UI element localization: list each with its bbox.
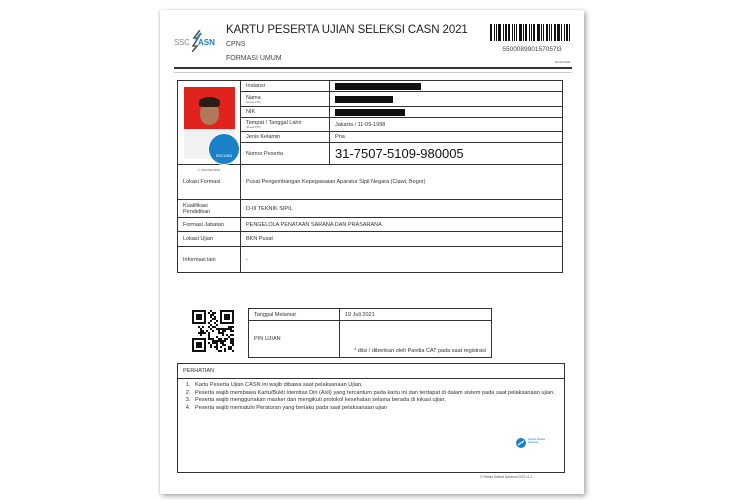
label-nik: NIK [241, 107, 330, 118]
value-ttl: Jakarta / 11-09-1998 [330, 118, 563, 132]
list-item: 4. Peserta wajib mematuhi Peraturan yang berlaku pada saat pelaksanaan ujian [192, 405, 564, 413]
list-item: 3. Peserta wajib menggunakan masker dan mengikuti protokol kesehatan selama berada di lokasi ujian. [192, 397, 564, 405]
value-instansi [330, 81, 563, 92]
label-ttl: Tempat / Tanggal Lahir (sesuai KTP) [241, 118, 330, 132]
value-kualifikasi: D-III TEKNIK SIPIL [241, 200, 563, 218]
card-formation: FORMASI UMUM [226, 55, 282, 62]
value-lokasi-ujian: BKN Pusat [241, 232, 563, 247]
card-title: KARTU PESERTA UJIAN SELEKSI CASN 2021 [226, 24, 468, 36]
value-nomor-peserta: 31-7507-5109-980005 [330, 143, 563, 165]
label-lokasi-ujian: Lokasi Ujian [178, 232, 241, 247]
value-tanggal-melamar: 19 Juli 2021 [340, 309, 492, 321]
label-informasi-lain: Informasi lain [178, 247, 241, 273]
label-lokasi-formasi: Lokasi Formasi [178, 165, 241, 200]
panselnas-logo-icon [516, 438, 526, 448]
label-pin-ujian: PIN UJIAN [249, 321, 340, 358]
label-instansi: Instansi [241, 81, 330, 92]
value-formasi-jabatan: PENGELOLA PENATAAN SARANA DAN PRASARANA [241, 218, 563, 232]
perhatian-list [178, 382, 564, 412]
list-item: 2. Peserta wajib membawa Kartu/Bukti Identitas Diri (Asli) yang tercantum pada kartu ini dan terdapat di dalam sistem pada saat pelaksanaan ujian. [192, 390, 564, 398]
barcode [490, 24, 572, 41]
label-nama: Nama (sesuai KTP) [241, 92, 330, 107]
header-divider-thin [174, 72, 572, 73]
print-date: ##-##-#### [555, 60, 571, 64]
participant-card-page [160, 10, 584, 494]
sscasn-logo: SSC ASN [174, 28, 214, 58]
label-formasi-jabatan: Formasi Jabatan [178, 218, 241, 232]
list-item: 1. Kartu Peserta Ujian CASN ini wajib dibawa saat pelaksanaan Ujian. [192, 382, 564, 390]
value-nik [330, 107, 563, 118]
perhatian-box [177, 363, 565, 473]
panselnas-logo: Panitia Seleksi Nasional [516, 436, 546, 450]
sscasn-badge-icon: SSCASN [208, 133, 240, 165]
footer-copyright: © Panitia Seleksi Nasional 2021 v1.0 [480, 475, 533, 479]
card-category: CPNS [226, 41, 246, 48]
label-nomor-peserta: Nomor Peserta [241, 143, 330, 165]
value-lokasi-formasi: Pusat Pengembangan Kepegawaian Aparatur Sipil Negara (Ciawi, Bogor) [241, 165, 563, 200]
barcode-number: 550008990157057l3 [502, 46, 562, 53]
participant-info-table [177, 80, 563, 273]
value-informasi-lain: - [241, 247, 563, 273]
perhatian-heading: PERHATIAN [178, 364, 564, 379]
pin-table [248, 308, 492, 358]
value-jenis-kelamin: Pria [330, 132, 563, 143]
pin-note: * diisi / diberikan oleh Panitia CAT pada saat registrasi [340, 321, 492, 358]
value-nama [330, 92, 563, 107]
label-kualifikasi: Kualifikasi Pendidikan [178, 200, 241, 218]
photo-caption: © SSCASN BKN [197, 168, 221, 172]
label-jenis-kelamin: Jenis Kelamin [241, 132, 330, 143]
qr-code [192, 310, 234, 352]
label-tanggal-melamar: Tanggal Melamar [249, 309, 340, 321]
photo-cell [178, 81, 241, 172]
header-divider [174, 67, 572, 69]
